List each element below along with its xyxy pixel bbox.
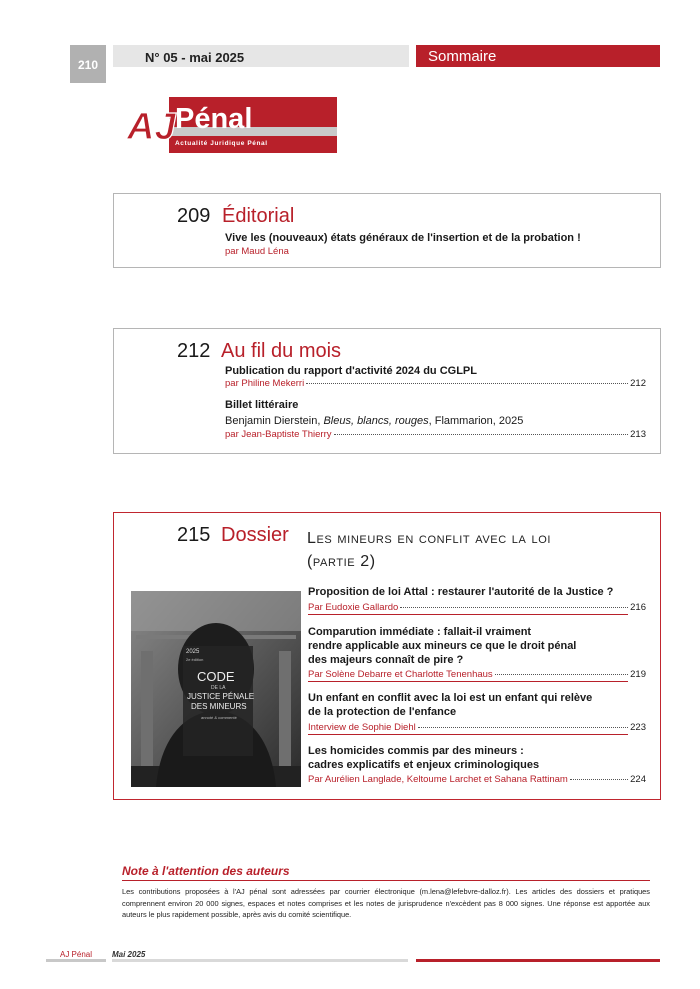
footer-rule-red <box>416 959 660 962</box>
aj-penal-logo <box>125 95 340 155</box>
article-underline <box>308 681 628 682</box>
logo-tagline: Actualité Juridique Pénal <box>175 140 268 147</box>
note-title: Note à l'attention des auteurs <box>122 864 290 878</box>
logo-word: Pénal <box>175 103 253 135</box>
dossier-title: Dossier <box>221 524 289 546</box>
footer-rule-gray <box>112 959 408 962</box>
cover-line3: JUSTICE PÉNALE <box>187 692 255 701</box>
fil-title: Au fil du mois <box>221 340 342 362</box>
editorial-number: 209 <box>177 205 211 227</box>
editorial-article-title: Vive les (nouveaux) états généraux de l'insertion et de la probation ! <box>225 232 581 244</box>
dossier-article-author: Interview de Sophie Diehl 223 <box>308 722 646 733</box>
dossier-article-title: Un enfant en conflit avec la loi est un enfant qui relève de la protection de l'enfance <box>308 692 593 718</box>
book-cover-image <box>131 591 301 787</box>
logo-letters: AJ <box>127 106 176 148</box>
dossier-article-author: Par Solène Debarre et Charlotte Tenenhaus 219 <box>308 669 646 680</box>
dossier-theme-line: (partie 2) <box>307 553 376 570</box>
fil-item-title: Billet littéraire <box>225 399 299 411</box>
cover-publisher: annoté & commenté <box>201 715 237 720</box>
editorial-title: Éditorial <box>222 205 295 227</box>
editorial-author: par Maud Léna <box>225 246 289 257</box>
cover-line2: DE LA <box>211 685 226 691</box>
dossier-number: 215 <box>177 524 211 546</box>
section-label: Sommaire <box>428 48 497 65</box>
dossier-article-author: Par Aurélien Langlade, Keltoume Larchet et Sahana Rattinam 224 <box>308 774 646 785</box>
fil-item-subtitle: Benjamin Dierstein, Bleus, blancs, rouges, Flammarion, 2025 <box>225 415 524 427</box>
cover-line1: CODE <box>197 669 235 684</box>
article-underline <box>308 614 628 615</box>
note-text: Les contributions proposées à l'AJ pénal sont adressées par courrier électronique (m.lena@lefebvre-dalloz.fr). Les articles des dossiers et pratiques comprennent environ 20 000 signes, espaces et notes comprises et les notes de jurisprudence n'excèdent pas 8 000 signes. Une réponse est apportée aux auteurs le plus rapidement possible, après avis du comité scientifique. <box>122 887 650 920</box>
dossier-article-author: Par Eudoxie Gallardo 216 <box>308 602 646 613</box>
issue-label: N° 05 - mai 2025 <box>145 50 245 65</box>
fil-item-author: par Philine Mekerri 212 <box>225 378 646 389</box>
dossier-article-title: Comparution immédiate : fallait-il vraiment rendre applicable aux mineurs ce que le droit pénal des majeurs connaît de pire ? <box>308 626 577 666</box>
cover-edition: 2e édition <box>186 657 204 662</box>
dossier-article-title: Proposition de loi Attal : restaurer l'autorité de la Justice ? <box>308 586 614 598</box>
dossier-article-title: Les homicides commis par des mineurs : cadres explicatifs et enjeux criminologiques <box>308 745 540 771</box>
dossier-theme <box>307 527 551 573</box>
fil-number: 212 <box>177 340 211 362</box>
note-divider <box>122 880 650 881</box>
fil-item-title: Publication du rapport d'activité 2024 du CGLPL <box>225 365 477 377</box>
dossier-theme-line: Les mineurs en conflit avec la loi <box>307 530 552 547</box>
cover-year: 2025 <box>186 649 200 655</box>
footer-brand: AJ Pénal <box>60 950 93 959</box>
cover-line4: DES MINEURS <box>191 702 247 711</box>
article-underline <box>308 734 628 735</box>
footer-date: Mai 2025 <box>112 950 146 959</box>
page-number: 210 <box>70 45 106 83</box>
fil-item-author: par Jean-Baptiste Thierry 213 <box>225 429 646 440</box>
footer-rule-left <box>46 959 106 962</box>
